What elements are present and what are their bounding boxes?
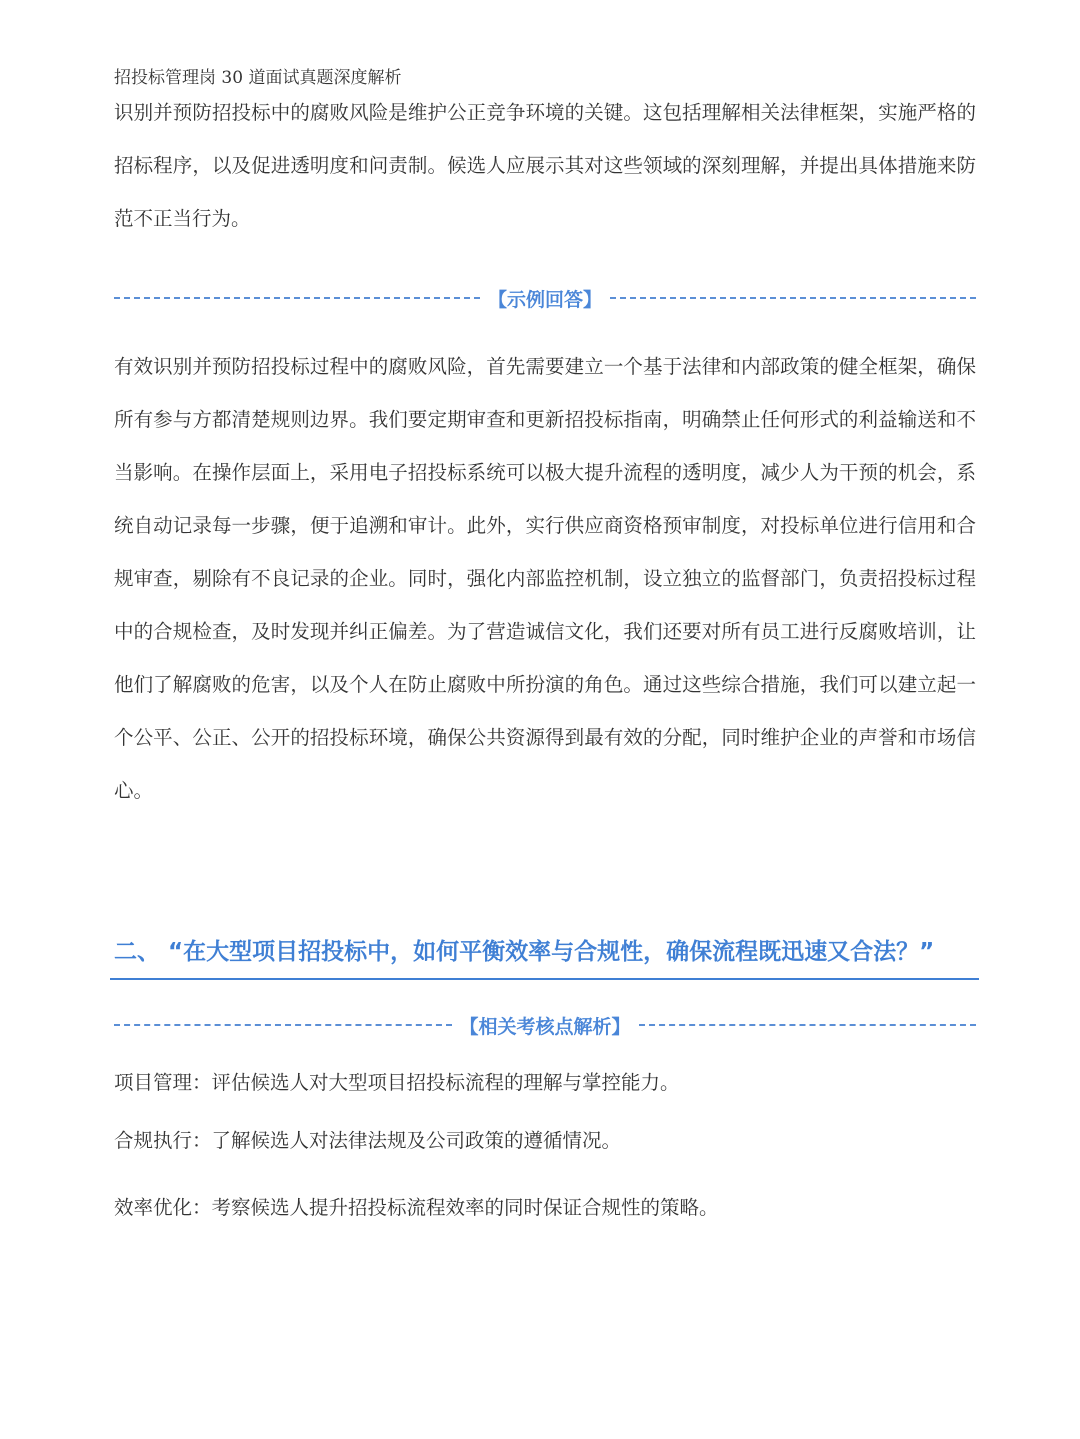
divider-dash-left: [114, 1024, 452, 1026]
key-points-divider: [114, 1010, 976, 1040]
key-point-item: 项目管理：评估候选人对大型项目招投标流程的理解与掌控能力。: [114, 1071, 680, 1094]
intro-paragraph: 识别并预防招投标中的腐败风险是维护公正竞争环境的关键。这包括理解相关法律框架，实施严格的招标程序，以及促进透明度和问责制。候选人应展示其对这些领域的深刻理解，并提出具体措施来防范不正当行为。: [114, 101, 976, 230]
divider-dash-right: [610, 297, 976, 299]
example-answer-paragraph: 有效识别并预防招投标过程中的腐败风险，首先需要建立一个基于法律和内部政策的健全框架，确保所有参与方都清楚规则边界。我们要定期审查和更新招投标指南，明确禁止任何形式的利益输送和不当影响。在操作层面上，采用电子招投标系统可以极大提升流程的透明度，减少人为干预的机会，系统自动记录每一步骤，便于追溯和审计。此外，实行供应商资格预审制度，对投标单位进行信用和合规审查，剔除有不良记录的企业。同时，强化内部监控机制，设立独立的监督部门，负责招投标过程中的合规检查，及时发现并纠正偏差。为了营造诚信文化，我们还要对所有员工进行反腐败培训，让他们了解腐败的危害，以及个人在防止腐败中所扮演的角色。通过这些综合措施，我们可以建立起一个公平、公正、公开的招投标环境，确保公共资源得到最有效的分配，同时维护企业的声誉和市场信心。: [114, 355, 976, 802]
example-answer-label: 【示例回答】: [488, 288, 603, 311]
example-answer-divider: [114, 283, 976, 313]
key-points-label: 【相关考核点解析】: [459, 1015, 631, 1038]
key-point-item: 效率优化：考察候选人提升招投标流程效率的同时保证合规性的策略。: [114, 1196, 719, 1219]
divider-dash-left: [114, 297, 480, 299]
page-header: 招投标管理岗 30 道面试真题深度解析: [114, 68, 402, 88]
key-point-item: 合规执行：了解候选人对法律法规及公司政策的遵循情况。: [114, 1129, 622, 1152]
divider-dash-right: [639, 1024, 977, 1026]
section-two-title: 二、 “在大型项目招投标中，如何平衡效率与合规性，确保流程既迅速又合法？”: [114, 939, 935, 965]
section-title-underline: [110, 978, 979, 980]
